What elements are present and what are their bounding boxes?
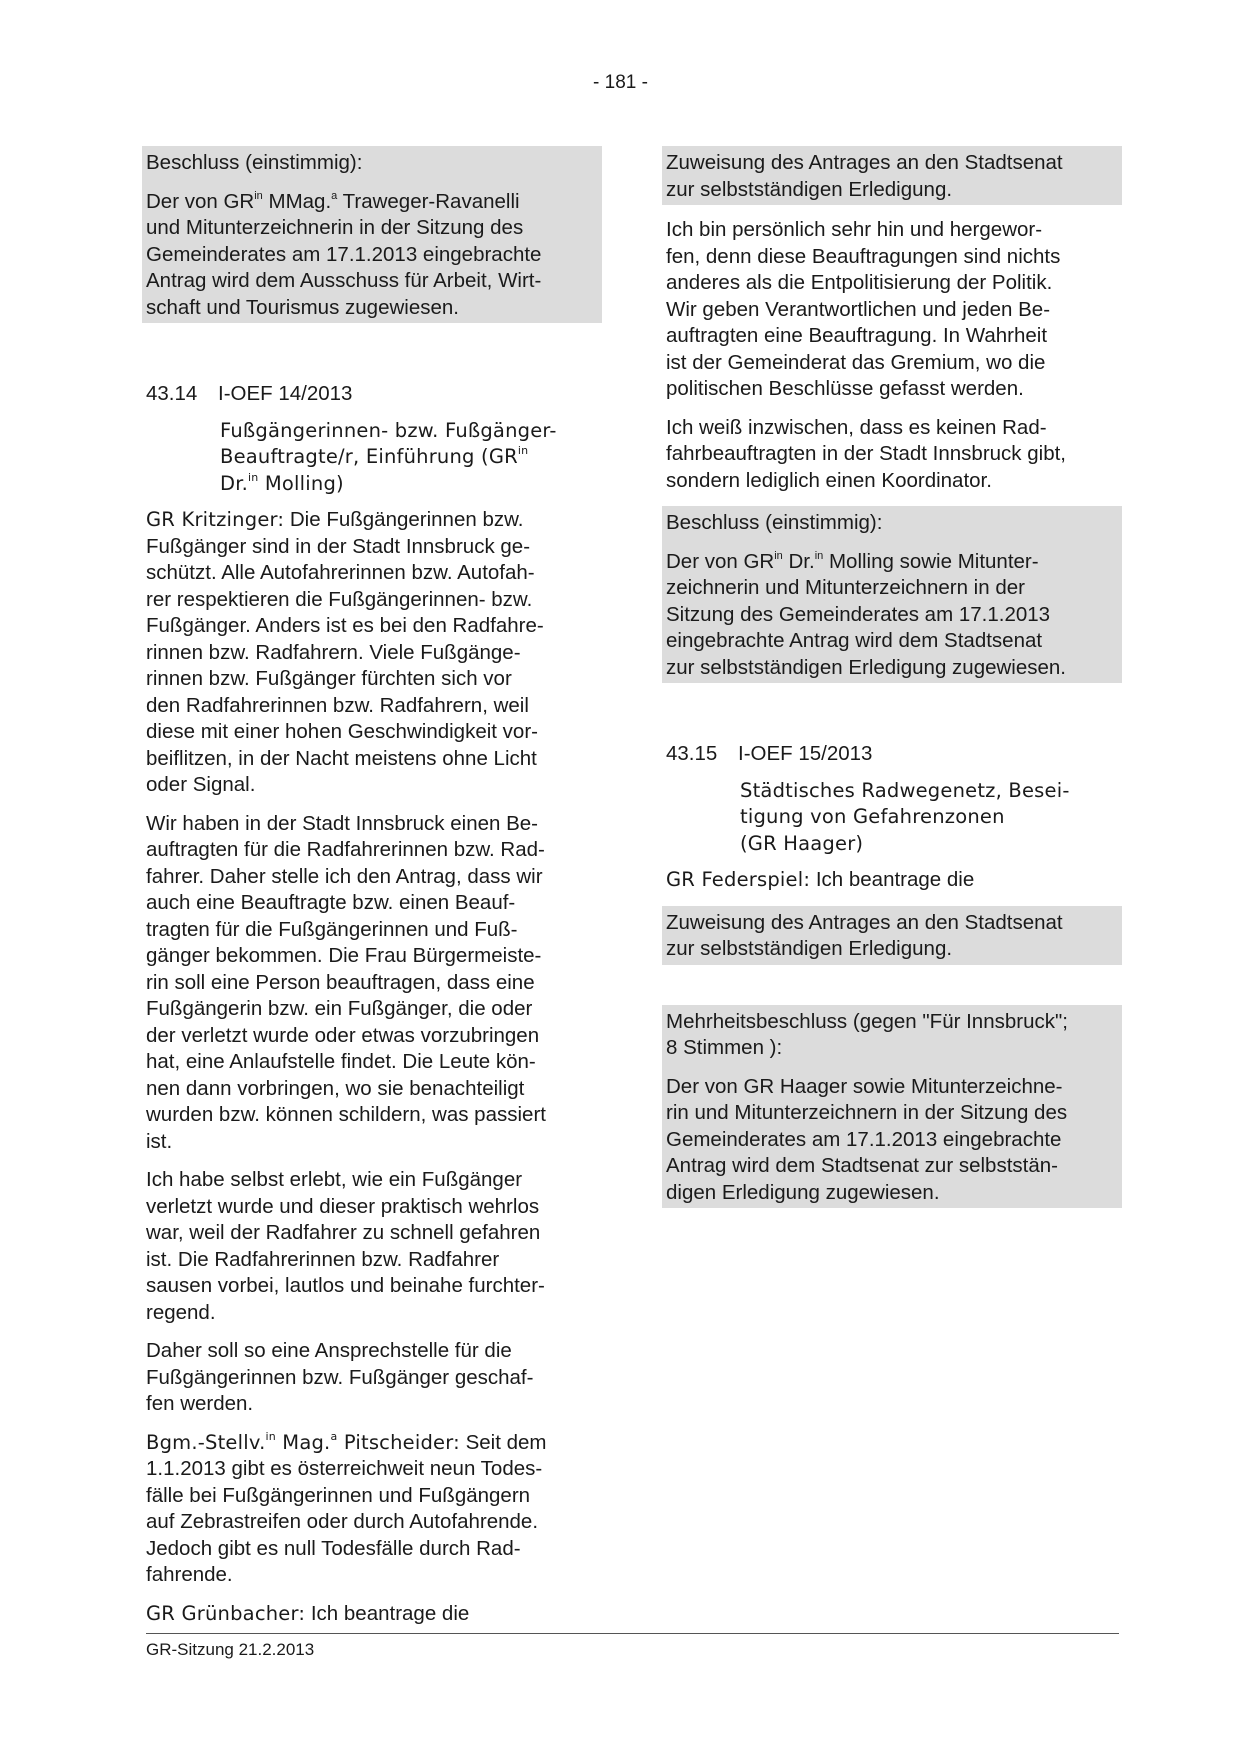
speech-paragraph: GR Kritzinger: Die Fußgängerinnen bzw. Fußgänger sind in der Stadt Innsbruck ge- schützt. Alle Autofahrerinnen bzw. Autofah- rer respektieren die Fußgängerinnen- bzw. Fußgänger. Anders ist es bei den Radfahre- rinnen bzw. Radfahrern. Viele Fußgänge- rinnen bzw. Fußgänger fürchten sich vor den Radfahrerinnen bzw. Radfahrern, weil diese mit einer hohen Geschwindigkeit vor- beiflitzen, in der Nacht meistens ohne Licht oder Signal. (146, 508, 544, 796)
resolution-text: Der von GR Haager sowie Mitunterzeichne- rin und Mitunterzeichnern in der Sitzung des Gemeinderates am 17.1.2013 eingebrachte Antrag wird dem Stadtsenat zur selbststän- digen Erledigung zugewiesen. (666, 1074, 1068, 1204)
speaker-name: GR Kritzinger: (146, 508, 285, 531)
speaker-name: GR Grünbacher: (146, 1601, 306, 1625)
footer-text: GR-Sitzung 21.2.2013 (146, 1640, 315, 1659)
resolution-box-1 (142, 146, 602, 323)
agenda-item-code: I-OEF 14/2013 (218, 382, 353, 405)
speech-paragraph: GR Federspiel: Ich beantrage die (666, 868, 975, 891)
right-column (666, 146, 1122, 1208)
speech-paragraph: Ich habe selbst erlebt, wie ein Fußgänger verletzt wurde und dieser praktisch wehrlos war, weil der Radfahrer zu schnell gefahren ist. Die Radfahrerinnen bzw. Radfahrer sausen vorbei, lautlos und beinahe furchter- regend. (146, 1168, 545, 1324)
resolution-box-2 (662, 506, 1122, 683)
speech-paragraph: Ich weiß inzwischen, dass es keinen Rad- fahrbeauftragten in der Stadt Innsbruck gibt, sondern lediglich einen Koordinator. (666, 415, 1067, 492)
footer-divider (146, 1633, 1119, 1634)
resolution-text: Der von $GR^{in}$ Dr.$^{in}$ Molling sowie Mitunter- zeichnerin und Mitunterzeichnern in der Sitzung des Gemeinderates am 17.1.2013 eingebrachte Antrag wird dem Stadtsenat zur selbstständigen Erledigung zugewiesen. (666, 549, 1067, 679)
agenda-item-number: 43.14 (146, 382, 198, 405)
agenda-item-header (146, 381, 602, 408)
left-column (146, 146, 602, 1639)
page-number: - 181 - (593, 72, 648, 93)
resolution-heading: Beschluss (einstimmig): (666, 511, 883, 534)
agenda-item-code: I-OEF 15/2013 (738, 742, 873, 765)
motion-box-1 (662, 146, 1122, 205)
motion-text: Zuweisung des Antrages an den Stadtsenat zur selbstständigen Erledigung. (666, 151, 1063, 201)
resolution-heading: Mehrheitsbeschluss (gegen "Für Innsbruck"; 8 Stimmen ): (666, 1009, 1068, 1059)
speaker-name: Bgm.-Stellv.$^{in}$ Mag.$^a$ Pitscheider: (146, 1429, 460, 1454)
speech-paragraph: Wir haben in der Stadt Innsbruck einen Be- auftragten für die Radfahrerinnen bzw. Rad- fahrer. Daher stelle ich den Antrag, dass wir auch eine Beauftragte bzw. einen Beauf- tragten für die Fußgängerinnen und Fuß- gänger bekommen. Die Frau Bürgermeiste- rin soll eine Person beauftragen, dass eine Fußgängerin bzw. ein Fußgänger, die oder der verletzt wurde oder etwas vorzubringen hat, eine Anlaufstelle findet. Die Leute kön- nen dann vorbringen, wo sie benachteiligt wurden bzw. können schildern, was passiert ist. (146, 811, 546, 1153)
majority-resolution-box (662, 1005, 1122, 1209)
agenda-item-number: 43.15 (666, 742, 718, 765)
resolution-heading: Beschluss (einstimmig): (146, 151, 363, 174)
speech-paragraph: Daher soll so eine Ansprechstelle für die Fußgängerinnen bzw. Fußgänger geschaf- fen werden. (146, 1339, 534, 1415)
speaker-name: GR Federspiel: (666, 868, 811, 891)
agenda-item-title: Fußgängerinnen- bzw. Fußgänger- Beauftragte/r, Einführung ($GR^{in}$ Dr.$^{in}$ Molling) (220, 418, 557, 495)
agenda-item-header (666, 741, 1122, 768)
motion-text: Zuweisung des Antrages an den Stadtsenat zur selbstständigen Erledigung. (666, 910, 1063, 960)
speech-paragraph: Bgm.-Stellv.$^{in}$ Mag.$^a$ Pitscheider: Seit dem 1.1.2013 gibt es österreichweit neun Todes- fälle bei Fußgängerinnen und Fußgängern auf Zebrastreifen oder durch Autofahrende. Jedoch gibt es null Todesfälle durch Rad- fahrende. (146, 1429, 547, 1586)
agenda-item-title: Städtisches Radwegenetz, Besei- tigung von Gefahrenzonen (GR Haager) (740, 778, 1070, 855)
speech-paragraph: Ich bin persönlich sehr hin und hergewor- fen, denn diese Beauftragungen sind nichts anderes als die Entpolitisierung der Politik. Wir geben Verantwortlichen und jeden Be- auftragten eine Beauftragung. In Wahrheit ist der Gemeinderat das Gremium, wo die politischen Beschlüsse gefasst werden. (666, 218, 1061, 400)
motion-box-2 (662, 906, 1122, 965)
speech-paragraph: GR Grünbacher: Ich beantrage die (146, 1601, 470, 1625)
resolution-text: Der von $GR^{in}$ MMag.$^a$ Traweger-Ravanelli und Mitunterzeichnerin in der Sitzung des Gemeinderates am 17.1.2013 eingebrachte Antrag wird dem Ausschuss für Arbeit, Wirt- schaft und Tourismus zugewiesen. (146, 189, 542, 319)
